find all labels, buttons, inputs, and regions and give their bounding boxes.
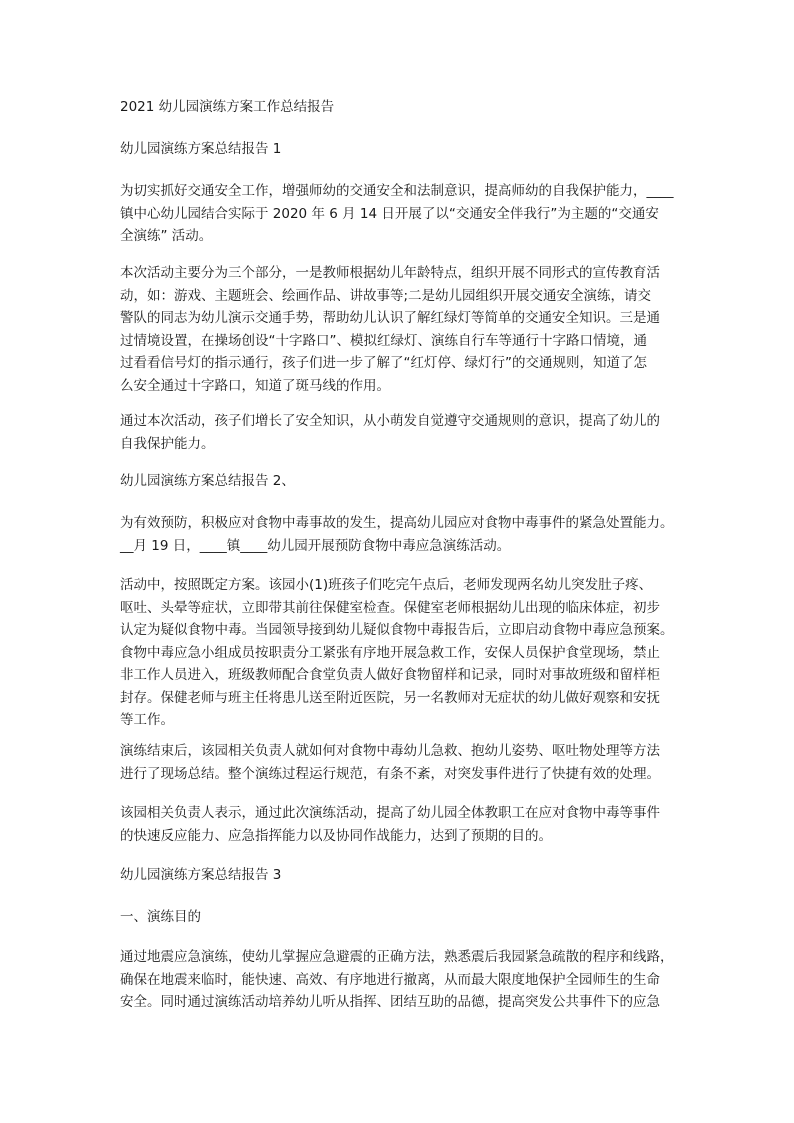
text-line: 演练结束后，该园相关负责人就如何对食物中毒幼儿急救、抱幼儿姿势、呕吐物处理等方法 [120, 743, 660, 759]
text-line: 等工作。 [120, 712, 174, 728]
paragraph [120, 802, 680, 847]
document-title: 2021 幼儿园演练方案工作总结报告 [120, 99, 335, 115]
text-line: __月 19 日，____镇____幼儿园开展预防食物中毒应急演练活动。 [120, 537, 511, 554]
text-line: 活动中，按照既定方案。该园小(1)班孩子们吃完午点后，老师发现两名幼儿突发肚子疼、 [120, 577, 653, 593]
text-line: 警队的同志为幼儿演示交通手势，帮助幼儿认识了解红绿灯等简单的交通安全知识。三是通 [120, 310, 660, 326]
subsection-heading: 一、演练目的 [120, 909, 201, 925]
text-line: 认定为疑似食物中毒。当园领导接到幼儿疑似食物中毒报告后，立即启动食物中毒应急预案。 [120, 622, 674, 638]
paragraph [120, 946, 680, 1014]
section-heading-1: 幼儿园演练方案总结报告 1 [120, 141, 282, 157]
paragraph [120, 180, 680, 248]
text-line: 安全。同时通过演练活动培养幼儿听从指挥、团结互助的品德，提高突发公共事件下的应急 [120, 994, 660, 1010]
text-line: 呕吐、头晕等症状，立即带其前往保健室检查。保健室老师根据幼儿出现的临床体症，初步 [120, 599, 660, 616]
text-line: 为有效预防，积极应对食物中毒事故的发生，提高幼儿园应对食物中毒事件的紧急处置能力。 [120, 515, 674, 531]
text-line: 封存。保健老师与班主任将患儿送至附近医院，另一名教师对无症状的幼儿做好观察和安抚 [120, 689, 660, 706]
text-line: 的快速反应能力、应急指挥能力以及协同作战能力，达到了预期的目的。 [120, 827, 552, 844]
paragraph [120, 574, 680, 732]
text-line: 该园相关负责人表示，通过此次演练活动，提高了幼儿园全体教职工在应对食物中毒等事件 [120, 805, 660, 821]
paragraph [120, 410, 680, 455]
text-line: 么安全通过十字路口，知道了斑马线的作用。 [120, 377, 390, 394]
text-line: 镇中心幼儿园结合实际于 2020 年 6 月 14 日开展了以“交通安全伴我行”为主题的“交通安 [120, 205, 659, 222]
text-line: 过情境设置，在操场创设“十字路口”、模拟红绿灯、演练自行车等通行十字路口情境，通 [120, 332, 647, 349]
text-line: 本次活动主要分为三个部分，一是教师根据幼儿年龄特点，组织开展不同形式的宣传教育活 [120, 265, 660, 281]
section-heading-3: 幼儿园演练方案总结报告 3 [120, 867, 282, 883]
text-line: 非工作人员进入，班级教师配合食堂负责人做好食物留样和记录，同时对事故班级和留样柜 [120, 667, 660, 683]
text-line: 动，如：游戏、主题班会、绘画作品、讲故事等;二是幼儿园组织开展交通安全演练，请交 [120, 287, 652, 304]
text-line: 为切实抓好交通安全工作，增强师幼的交通安全和法制意识，提高师幼的自我保护能力，____ [120, 183, 674, 199]
text-line: 通过地震应急演练，使幼儿掌握应急避震的正确方法，熟悉震后我园紧急疏散的程序和线路， [120, 949, 674, 965]
text-line: 自我保护能力。 [120, 435, 215, 452]
section-heading-2: 幼儿园演练方案总结报告 2、 [120, 473, 295, 489]
text-line: 食物中毒应急小组成员按职责分工紧张有序地开展急救工作，安保人员保护食堂现场，禁止 [120, 644, 660, 661]
text-line: 进行了现场总结。整个演练过程运行规范，有条不紊，对突发事件进行了快捷有效的处理。 [120, 765, 660, 782]
text-line: 全演练” 活动。 [120, 228, 213, 244]
text-line: 过看看信号灯的指示通行，孩子们进一步了解了“红灯停、绿灯行”的交通规则，知道了怎 [120, 355, 647, 371]
text-line: 确保在地震来临时，能快速、高效、有序地进行撤离，从而最大限度地保护全园师生的生命 [120, 971, 660, 988]
text-line: 通过本次活动，孩子们增长了安全知识，从小萌发自觉遵守交通规则的意识，提高了幼儿的 [120, 413, 660, 429]
paragraph [120, 262, 680, 397]
paragraph [120, 740, 680, 785]
paragraph [120, 512, 680, 557]
